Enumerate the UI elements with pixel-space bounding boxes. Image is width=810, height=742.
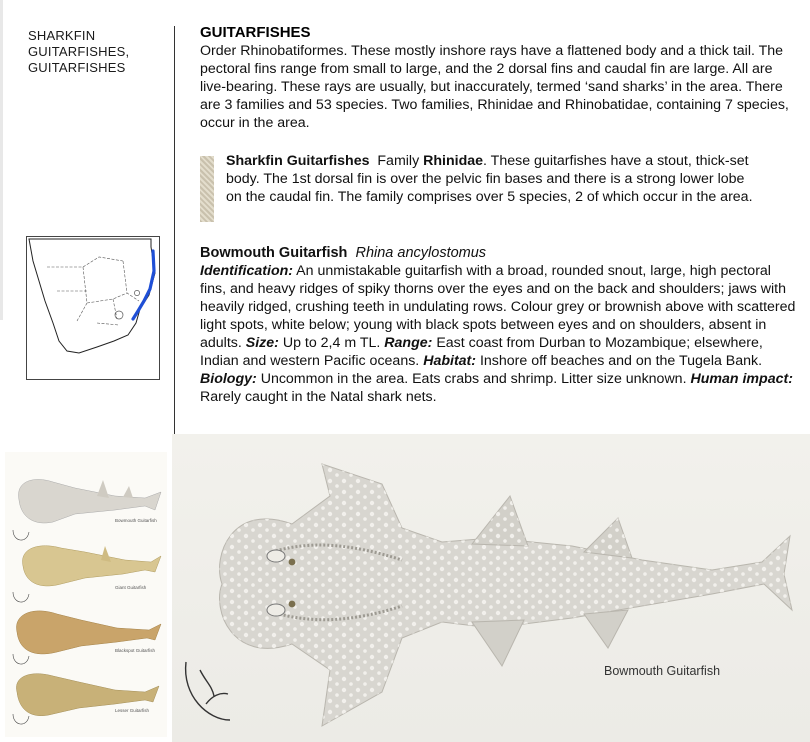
section-heading: GUITARFISHES [200, 24, 311, 41]
thumb-caption: Lesser Guitarfish [115, 708, 150, 713]
distribution-map [26, 236, 160, 380]
family-text: . These guitarfishes have a stout, thick-set body. The 1st dorsal fin is over the pelvic fin bases and there is a strong lower lobe on the caudal fin. The family comprises over 5 species, 2 of which occur in the area. [226, 153, 753, 205]
thumb-bowmouth [18, 479, 161, 523]
identification-label: Identification: [200, 263, 294, 279]
mouth-sketch [186, 662, 230, 720]
size-text: Up to 2,4 m TL. [278, 335, 385, 351]
ray-body [220, 464, 792, 726]
habitat-label: Habitat: [423, 353, 477, 369]
swaziland-outline [134, 290, 139, 295]
illustration-caption: Bowmouth Guitarfish [604, 664, 721, 678]
range-highlight [133, 251, 154, 319]
species-description [200, 262, 800, 406]
family-marker-bar [200, 156, 214, 222]
identification-text: An unmistakable guitarfish with a broad, rounded snout, large, high pectoral fins, and heavy ridges of spiky thorns over the eyes and on the back and shoulders; jaws with heavily ridged, crushing teeth in undulating rows. Colour grey or brownish above with scattered light spots, white below; young with black spots between eyes and on shoulders, absent in adults. [200, 263, 796, 351]
sidebar-label-line: GUITARFISHES, [28, 44, 130, 59]
column-divider [174, 26, 175, 434]
southern-africa-map [27, 237, 159, 379]
species-account [200, 244, 800, 406]
sidebar-label-line: GUITARFISHES [28, 60, 126, 75]
range-text: East coast from Durban to Mozambique; elsewhere, Indian and western Pacific oceans. [200, 335, 763, 369]
species-illustration [172, 434, 810, 742]
thumb-caption: Blackspot Guitarfish [115, 648, 156, 653]
biology-label: Biology: [200, 371, 257, 387]
family-description [200, 152, 760, 206]
biology-text: Uncommon in the area. Eats crabs and shrimp. Litter size unknown. [256, 371, 691, 387]
family-label: Family [377, 153, 420, 169]
bowmouth-guitarfish-drawing [172, 434, 810, 742]
country-borders [47, 257, 139, 325]
size-label: Size: [245, 335, 279, 351]
thumb-giant [22, 546, 161, 586]
family-latin-name: Rhinidae [423, 153, 484, 169]
human-impact-label: Human impact: [690, 371, 793, 387]
coastline [29, 239, 155, 353]
family-block [200, 152, 760, 206]
section-intro [200, 24, 800, 132]
related-species-plate [5, 452, 167, 737]
human-impact-text: Rarely caught in the Natal shark nets. [200, 389, 437, 405]
thumbnail-illustrations [5, 452, 167, 737]
sidebar-label-line: SHARKFIN [28, 28, 96, 43]
thumb-caption: Giant Guitarfish [115, 585, 147, 590]
range-label: Range: [384, 335, 433, 351]
species-scientific-name: Rhina ancylostomus [355, 245, 487, 261]
thumb-caption: Bowmouth Guitarfish [115, 518, 157, 523]
species-common-name: Bowmouth Guitarfish [200, 245, 348, 261]
page-edge-shadow [0, 0, 3, 320]
family-common-name: Sharkfin Guitarfishes [226, 153, 370, 169]
order-description: Order Rhinobatiformes. These mostly inshore rays have a flattened body and a thick tail. The pectoral fins range from small to large, and the 2 dorsal fins and caudal fin are large. All are live-bearing. These rays are usually, but inaccurately, termed ‘sand sharks’ in the area. There are 3 families and 53 species. Two families, Rhinidae and Rhinobatidae, containing 7 species, occur in the area. [200, 43, 789, 131]
species-title [200, 244, 800, 262]
sidebar-family-label [28, 28, 129, 76]
habitat-text: Inshore off beaches and on the Tugela Bank. [476, 353, 763, 369]
